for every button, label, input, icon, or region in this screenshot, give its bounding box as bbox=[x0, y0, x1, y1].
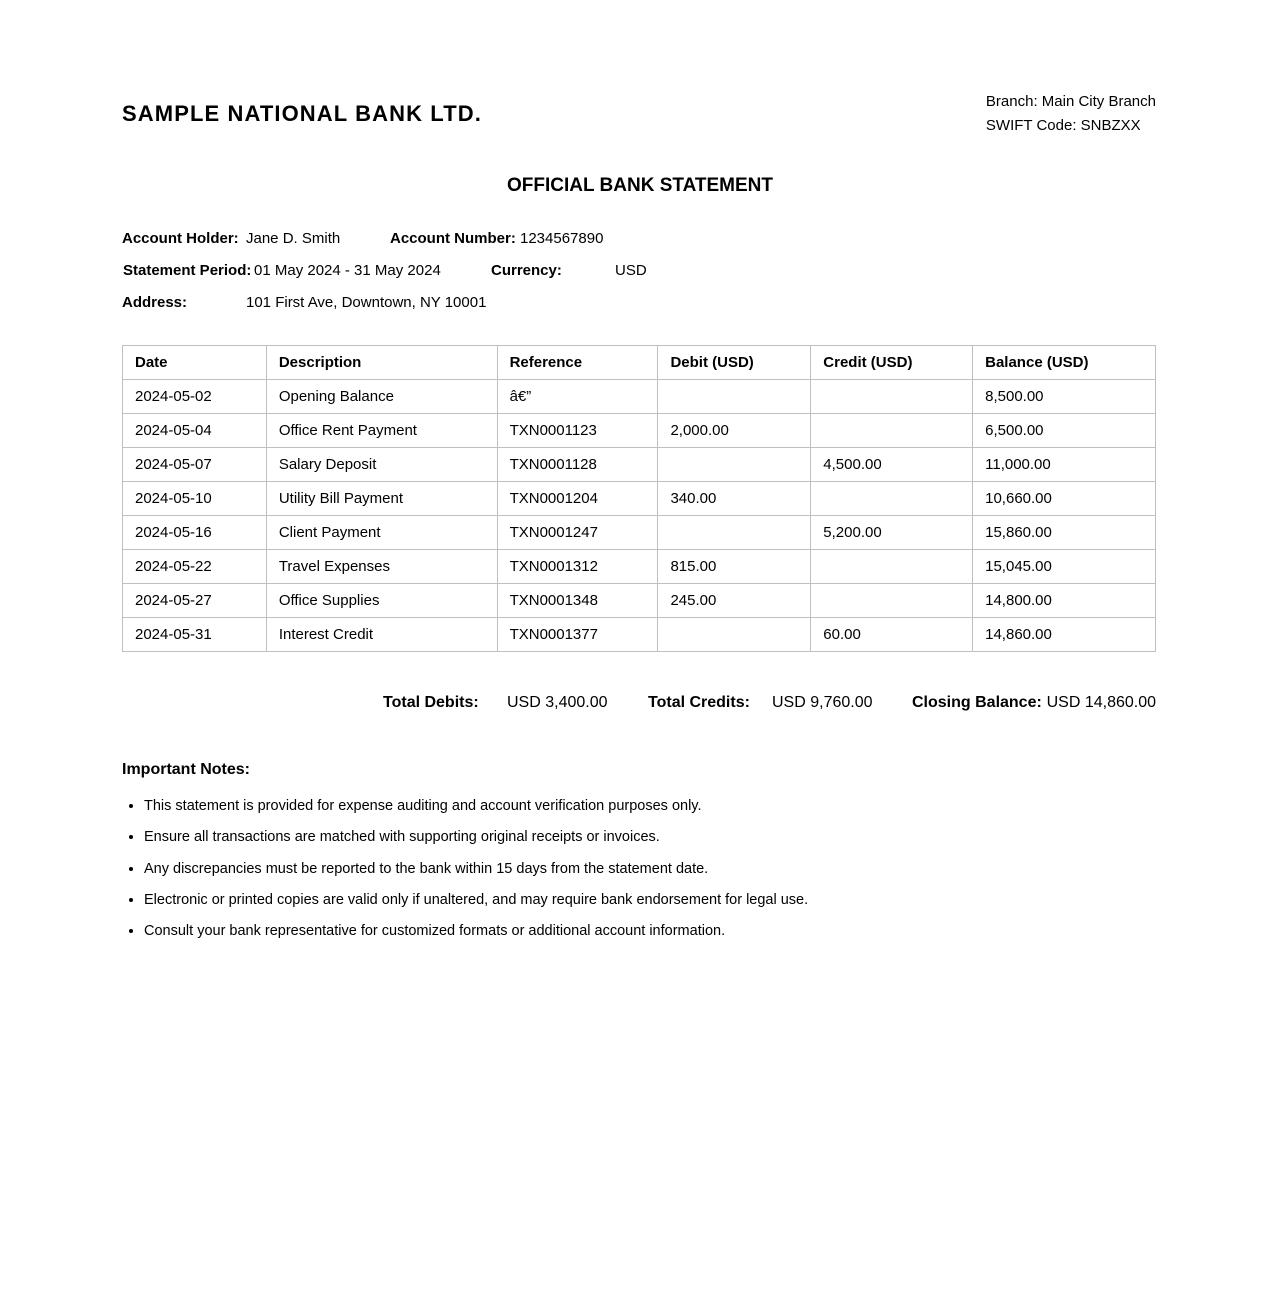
account-number-label: Account Number: bbox=[390, 230, 516, 247]
cell-debit bbox=[658, 618, 811, 652]
closing-balance-value: USD 14,860.00 bbox=[1046, 694, 1156, 711]
statement-header bbox=[122, 90, 1156, 140]
account-holder-label: Account Holder: bbox=[122, 230, 239, 247]
cell-balance: 14,860.00 bbox=[973, 618, 1156, 652]
cell-reference: TXN0001123 bbox=[497, 414, 658, 448]
table-row bbox=[123, 380, 1156, 414]
note-item: • Electronic or printed copies are valid only if unaltered, and may require bank endorsement for legal use. bbox=[144, 889, 808, 920]
cell-reference: TXN0001204 bbox=[497, 482, 658, 516]
cell-balance: 14,800.00 bbox=[973, 584, 1156, 618]
account-holder-value: Jane D. Smith bbox=[246, 230, 341, 247]
cell-description: Salary Deposit bbox=[266, 448, 497, 482]
cell-balance: 15,045.00 bbox=[973, 550, 1156, 584]
cell-date: 2024-05-31 bbox=[123, 618, 267, 652]
cell-date: 2024-05-10 bbox=[123, 482, 267, 516]
cell-description: Client Payment bbox=[266, 516, 497, 550]
cell-debit: 2,000.00 bbox=[658, 414, 811, 448]
cell-debit: 340.00 bbox=[658, 482, 811, 516]
cell-balance: 6,500.00 bbox=[973, 414, 1156, 448]
col-header-balance: Balance (USD) bbox=[973, 346, 1156, 380]
currency-label: Currency: bbox=[491, 262, 562, 279]
cell-debit bbox=[658, 516, 811, 550]
cell-reference: TXN0001247 bbox=[497, 516, 658, 550]
branch-info bbox=[986, 90, 1156, 138]
cell-balance: 11,000.00 bbox=[973, 448, 1156, 482]
cell-date: 2024-05-27 bbox=[123, 584, 267, 618]
cell-description: Office Supplies bbox=[266, 584, 497, 618]
branch-name: Branch: Main City Branch bbox=[985, 93, 1156, 110]
note-item: • Ensure all transactions are matched with supporting original receipts or invoices. bbox=[144, 826, 808, 857]
table-row bbox=[123, 550, 1156, 584]
note-item: • Consult your bank representative for customized formats or additional account information. bbox=[144, 920, 808, 951]
totals-row bbox=[122, 694, 1156, 716]
cell-reference: TXN0001128 bbox=[497, 448, 658, 482]
table-row bbox=[123, 482, 1156, 516]
total-credits-value: USD 9,760.00 bbox=[772, 694, 873, 711]
total-debits-value: USD 3,400.00 bbox=[507, 694, 608, 711]
table-row bbox=[123, 448, 1156, 482]
cell-date: 2024-05-02 bbox=[123, 380, 267, 414]
notes-list bbox=[122, 795, 808, 951]
cell-credit bbox=[811, 414, 973, 448]
table-row bbox=[123, 618, 1156, 652]
cell-credit: 5,200.00 bbox=[811, 516, 973, 550]
cell-date: 2024-05-22 bbox=[123, 550, 267, 584]
total-credits-label: Total Credits: bbox=[648, 694, 750, 711]
cell-balance: 10,660.00 bbox=[973, 482, 1156, 516]
cell-credit bbox=[811, 550, 973, 584]
cell-description: Travel Expenses bbox=[266, 550, 497, 584]
cell-description: Interest Credit bbox=[266, 618, 497, 652]
bank-name: SAMPLE NATIONAL BANK LTD. bbox=[122, 101, 482, 126]
swift-code: SWIFT Code: SNBZXX bbox=[985, 117, 1141, 134]
col-header-credit: Credit (USD) bbox=[811, 346, 973, 380]
cell-description: Utility Bill Payment bbox=[266, 482, 497, 516]
notes-title: Important Notes: bbox=[122, 761, 250, 778]
col-header-reference: Reference bbox=[497, 346, 658, 380]
address-label: Address: bbox=[122, 294, 188, 311]
cell-reference: TXN0001377 bbox=[497, 618, 658, 652]
cell-description: Opening Balance bbox=[266, 380, 497, 414]
cell-credit: 4,500.00 bbox=[811, 448, 973, 482]
table-row bbox=[123, 414, 1156, 448]
table-row bbox=[123, 516, 1156, 550]
cell-debit bbox=[658, 380, 811, 414]
cell-date: 2024-05-07 bbox=[123, 448, 267, 482]
table-row bbox=[123, 584, 1156, 618]
document-title: OFFICIAL BANK STATEMENT bbox=[507, 175, 773, 196]
cell-credit bbox=[811, 482, 973, 516]
cell-reference: TXN0001348 bbox=[497, 584, 658, 618]
cell-credit: 60.00 bbox=[811, 618, 973, 652]
cell-reference: â€” bbox=[497, 380, 658, 414]
statement-period-value: 01 May 2024 - 31 May 2024 bbox=[254, 262, 441, 279]
cell-credit bbox=[811, 380, 973, 414]
cell-debit: 245.00 bbox=[658, 584, 811, 618]
col-header-description: Description bbox=[266, 346, 497, 380]
cell-balance: 15,860.00 bbox=[973, 516, 1156, 550]
col-header-debit: Debit (USD) bbox=[658, 346, 811, 380]
cell-debit bbox=[658, 448, 811, 482]
cell-date: 2024-05-04 bbox=[123, 414, 267, 448]
cell-description: Office Rent Payment bbox=[266, 414, 497, 448]
closing-balance-label: Closing Balance: bbox=[912, 694, 1042, 711]
transactions-table bbox=[122, 345, 1156, 652]
note-item: • Any discrepancies must be reported to the bank within 15 days from the statement date. bbox=[144, 858, 808, 889]
address-value: 101 First Ave, Downtown, NY 10001 bbox=[246, 294, 487, 311]
cell-credit bbox=[811, 584, 973, 618]
table-header-row bbox=[123, 346, 1156, 380]
statement-period-label: Statement Period: bbox=[123, 262, 252, 279]
cell-reference: TXN0001312 bbox=[497, 550, 658, 584]
cell-balance: 8,500.00 bbox=[973, 380, 1156, 414]
cell-debit: 815.00 bbox=[658, 550, 811, 584]
total-debits-label: Total Debits: bbox=[383, 694, 479, 711]
currency-value: USD bbox=[615, 262, 647, 279]
account-number-value: 1234567890 bbox=[520, 230, 604, 247]
note-item: • This statement is provided for expense auditing and account verification purposes only. bbox=[144, 795, 808, 826]
cell-date: 2024-05-16 bbox=[123, 516, 267, 550]
col-header-date: Date bbox=[123, 346, 267, 380]
